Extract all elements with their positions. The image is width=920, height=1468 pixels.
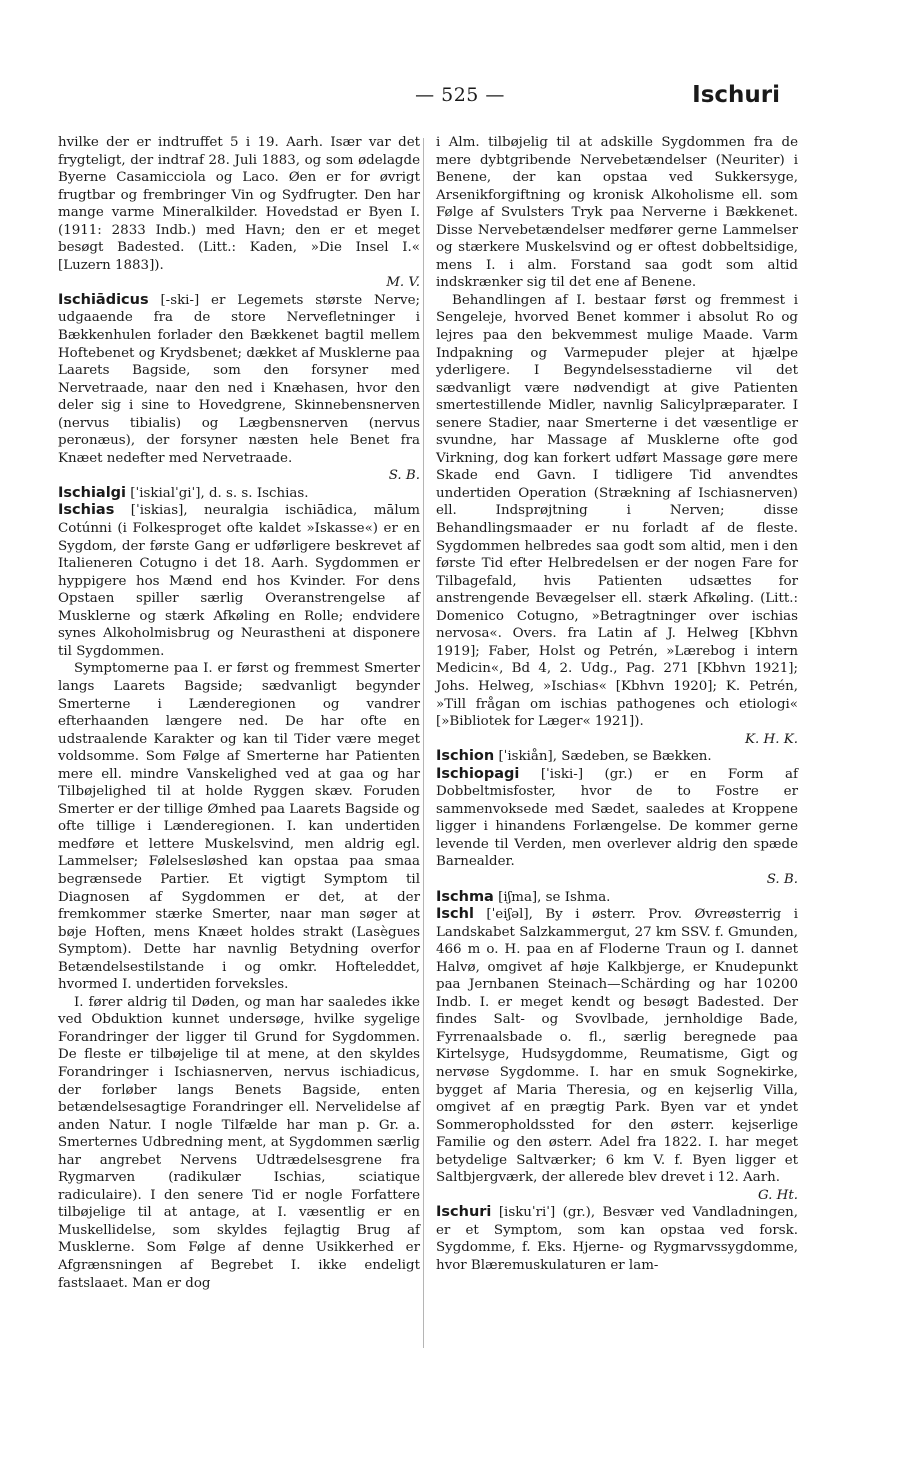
- entry-headword: Ischiādicus: [58, 291, 149, 308]
- entry-text: [iskuˈriˈ] (gr.), Besvær ved Vandladningen, er et Symptom, som kan opstaa ved forsk. Sygdomme, f. Eks. Hjerne- og Rygmarvssygdomme, hvor Blæremuskulaturen er lam-: [436, 1205, 798, 1273]
- entry-text: [ˈiskialˈgiˈ], d. s. s. Ischias.: [126, 485, 309, 501]
- author-signature: M. V.: [386, 275, 420, 291]
- entry-headword: Ischialgi: [58, 484, 127, 501]
- author-signature: S. B.: [388, 468, 420, 484]
- body-paragraph: Behandlingen af I. bestaar først og fremmest i Sengeleje, hvorved Benet kommer i absolut Ro og lejres paa den bekvemmest mulige Maade. Varm Indpakning og Varmepuder plejer at hjælpe yderligere. I Begyndelsesstadierne vil det sædvanligt være nødvendigt at give Patienten smertestillende Midler, navnlig Salicylpræparater. I senere Stadier, naar Smerterne i det væsentlige er svundne, har Massage af Musklerne ofte god Virkning, dog kan forkert udført Massage gøre mere Skade end Gavn. I tidligere Tid anvendtes undertiden Operation (Strækning af Ischiasnerven) ell. Indsprøjtning i Nerven; disse Behandlingsmaader er nu forladt af de fleste. Sygdommen helbredes saa godt som altid, men i den første Tid efter Helbredelsen er der nogen Fare for Tilbagefald, hvis Patienten udsættes for anstrengende Bevægelser ell. stærk Afkøling. (Litt.: Domenico Cotugno, »Betragtninger over ischias nervosa«. Overs. fra Latin af J. Helweg [Kbhvn 1919]; Faber, Holst og Petrén, »Lærebog i intern Medicin«, Bd 4, 2. Udg., Pag. 271 [Kbhvn 1921]; Johs. Helweg, »Ischias« [Kbhvn 1920]; K. Petrén, »Till frågan om ischias pathogenes och etiologi« [»Bibliotek for Læger« 1921]).: [436, 292, 798, 730]
- entry-ischl: [436, 906, 798, 1187]
- column-divider: [423, 138, 424, 1348]
- continuation-paragraph: i Alm. tilbøjelig til at adskille Sygdommen fra de mere dybtgribende Nervebetændelser (Neuriter) i Benene, der kan opstaa ved Sukkersyge, Arsenikforgiftning og kronisk Alkoholisme ell. som Følge af Svulsters Tryk paa Nerverne i Bækkenet. Disse Nervebetændelser medfører gerne Lammelser og stærkere Muskelsvind og er oftest dobbeltsidige, mens I. i alm. Forstand saa godt som altid indskrænker sig til det ene af Benene.: [436, 135, 798, 291]
- entry-ischion: [436, 748, 798, 766]
- right-column: [436, 134, 798, 1275]
- entry-ischiopagi: [436, 766, 798, 871]
- entry-headword: Ischiopagi: [436, 765, 520, 782]
- entry-ischialgi: [58, 485, 420, 503]
- entry-headword: Ischias: [58, 502, 115, 519]
- author-signature: K. H. K.: [745, 731, 798, 747]
- author-signature: S. B.: [766, 871, 798, 887]
- left-column: [58, 134, 420, 1292]
- entry-ischuri: [436, 1204, 798, 1274]
- entry-text: [ˈeiʃəl], By i østerr. Prov. Øvreøsterrig i Landskabet Salzkammergut, 27 km SSV. f. Gmunden, 466 m o. H. paa en af Floderne Traun og I. dannet Halvø, omgivet af høje Kalkbjerge, er Knudepunkt paa Jernbanen Steinach—Schärding og har 10200 Indb. I. er meget kendt og besøgt Badested. Der findes Salt- og Svovlbade, jernholdige Bade, Fyrrenaalsbade o. fl., særlig beregnede paa Kirtelsyge, Hudsygdomme, Reumatisme, Gigt og nervøse Sygdomme. I. har en smuk Sognekirke, bygget af Maria Theresia, og en kejserlig Villa, omgivet af en prægtig Park. Byen var et yndet Sommeropholdssted for den østerr. kejserlige Familie og den østerr. Adel fra 1822. I. har meget betydelige Saltværker; 6 km V. f. Byen ligger et Saltbjergværk, der allerede blev drevet i 12. Aarh.: [436, 907, 798, 1186]
- body-paragraph: I. fører aldrig til Døden, og man har saaledes ikke ved Obduktion kunnet undersøge, hvilke sygelige Forandringer der ligger til Grund for Sygdommen. De fleste er tilbøjelige til at mene, at den skyldes Forandringer i Ischiasnerven, nervus ischiadicus, der forløber langs Benets Bagside, enten betændelsesagtige Forandringer ell. Nervelidelse af anden Natur. I nogle Tilfælde har man p. Gr. a. Smerternes Udbredning ment, at Sygdommen særlig har angrebet Nervens Udtrædelsesgrene fra Rygmarven (radikulær Ischias, sciatique radiculaire). I den senere Tid er nogle Forfattere tilbøjelige til at antage, at I. væsentlig er en Muskellidelse, som skyldes fejlagtig Brug af Musklerne. Som Følge af denne Usikkerhed er Afgrænsningen af Begrebet I. ikke endeligt fastslaaet. Man er dog: [58, 994, 420, 1291]
- body-paragraph: Symptomerne paa I. er først og fremmest Smerter langs Laarets Bagside; sædvanligt begynder Smerterne i Lænderegionen og vandrer efterhaanden længere ned. De har ofte en udstraalende Karakter og kan til Tider være meget voldsomme. Som Følge af Smerterne har Patienten mere ell. mindre Vanskelighed ved at gaa og har Tilbøjelighed til at holde Ryggen skæv. Foruden Smerter er der tillige Ømhed paa Laarets Bagside og ofte tillige i Lænderegionen. I. kan undertiden medføre et lettere Muskelsvind, men aldrig egl. Lammelser; Følelsesløshed kan opstaa paa smaa begrænsede Partier. Et vigtigt Symptom til Diagnosen af Sygdommen er det, at der fremkommer stærke Smerter, naar man søger at bøje Hoften, mens Knæet holdes strakt (Lasègues Symptom). Dette har navnlig Betydning overfor Betændelsestilstande i og omkr. Hofteleddet, hvormed I. undertiden forveksles.: [58, 661, 420, 993]
- entry-text: [-ski-] er Legemets største Nerve; udgaaende fra de store Nervefletninger i Bækkenhulen forlader den Bækkenet bagtil mellem Hoftebenet og Krydsbenet; dækket af Musklerne paa Laarets Bagside, som den forsyner med Nervetraade, naar den ned i Knæhasen, hvor den deler sig i sine to Hovedgrene, Skinnebensnerven (nervus tibialis) og Lægbensnerven (nervus peronæus), der forsyner næsten hele Benet fra Knæet nedefter med Nervetraade.: [58, 292, 420, 466]
- page-number: — 525 —: [415, 84, 505, 106]
- entry-ischias: [58, 502, 420, 660]
- running-head: Ischuri: [692, 82, 780, 108]
- continuation-paragraph: hvilke der er indtruffet 5 i 19. Aarh. Især var det frygteligt, der indtraf 28. Juli 1883, og som ødelagde Byerne Casamicciola og Laco. Øen er for øvrigt frugtbar og frembringer Vin og Sydfrugter. Den har mange varme Mineralkilder. Hovedstad er Byen I. (1911: 2833 Indb.) med Havn; den er et meget besøgt Badested. (Litt.: Kaden, »Die Insel I.« [Luzern 1883]).: [58, 135, 420, 273]
- entry-text: [ˈiskiån], Sædeben, se Bækken.: [494, 749, 712, 765]
- entry-text: [ˈiski-] (gr.) er en Form af Dobbeltmisfoster, hvor de to Fostre er sammenvoksede med Sædet, saaledes at Kroppene ligger i hinandens Forlængelse. De kommer gerne levende til Verden, men overlever aldrig den spæde Barnealder.: [436, 766, 798, 870]
- page-header: [0, 82, 920, 114]
- author-signature: G. Ht.: [757, 1187, 798, 1203]
- entry-headword: Ischl: [436, 906, 474, 923]
- entry-headword: Ischuri: [436, 1204, 492, 1221]
- entry-headword: Ischion: [436, 748, 495, 765]
- entry-text: [iʃma], se Ishma.: [493, 889, 611, 905]
- entry-headword: Ischma: [436, 888, 494, 905]
- entry-ischma: [436, 889, 798, 907]
- entry-text: [ˈiskias], neuralgia ischiādica, mālum Cotúnni (i Folkesproget ofte kaldet »Iskasse«) er en Sygdom, der første Gang er udførligere beskrevet af Italieneren Cotugno i det 18. Aarh. Sygdommen er hyppigere hos Mænd end hos Kvinder. For dens Opstaen spiller særlig Overanstrengelse af Musklerne og stærk Afkøling en Rolle; endvidere synes Alkoholmisbrug og Neurastheni at disponere til Sygdommen.: [58, 503, 420, 659]
- entry-ischiadicus: [58, 292, 420, 467]
